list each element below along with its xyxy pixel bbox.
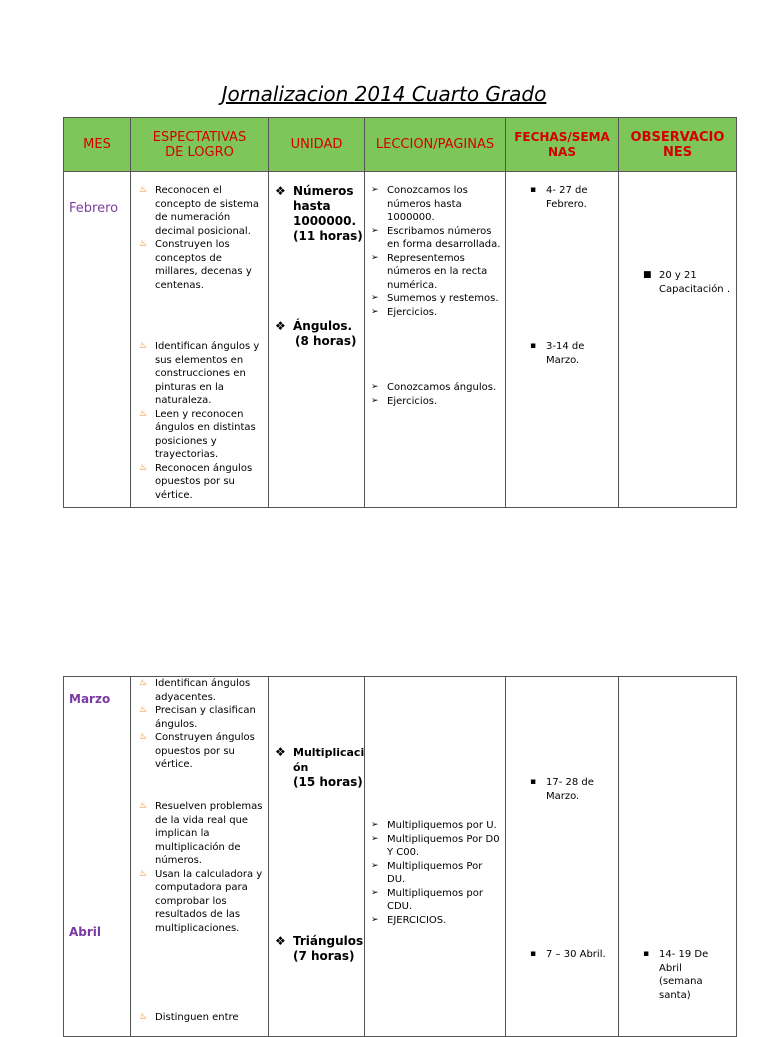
expectations-list-c (135, 1011, 263, 1025)
arrow-bullet-icon: ➢ (371, 382, 379, 392)
arrow-bullet-icon: ➢ (371, 395, 379, 406)
list-item: ➢ Escribamos números en forma desarrollada. (371, 225, 501, 250)
flame-bullet-icon: ♨ (139, 341, 148, 351)
flame-bullet-icon: ♨ (139, 705, 148, 715)
list-item: ♨ Leen y reconocen ángulos en distintas posiciones y trayectorias. (139, 408, 256, 460)
arrow-bullet-icon: ➢ (371, 887, 379, 898)
expectations-list-b (135, 340, 263, 502)
expectations-list-b (135, 800, 263, 935)
arrow-bullet-icon: ➢ (371, 820, 379, 830)
lessons-list (367, 819, 502, 927)
date-item-2: ▪ 3-14 de Marzo. (530, 341, 585, 366)
unit-angulos: ❖ Ángulos. (8 horas) (275, 319, 357, 348)
lessons-cell (365, 677, 506, 1037)
diamond-bullet-icon: ❖ (275, 745, 286, 759)
list-item: ➢ Ejercicios. (371, 306, 438, 318)
dates-cell (506, 172, 619, 508)
flame-bullet-icon: ♨ (139, 239, 148, 249)
arrow-bullet-icon: ➢ (371, 293, 379, 303)
list-item: ➢ Sumemos y restemos. (371, 293, 499, 304)
arrow-bullet-icon: ➢ (371, 185, 379, 195)
arrow-bullet-icon: ➢ (371, 914, 379, 925)
unit-triangulos: ❖ Triángulos (7 horas) (275, 934, 364, 963)
lessons-list-b (367, 381, 502, 408)
date-item-1: ▪ 17- 28 de Marzo. (530, 777, 594, 802)
dates-cell (506, 677, 619, 1037)
square-bullet-icon: ▪ (530, 949, 537, 959)
arrow-bullet-icon: ➢ (371, 306, 379, 317)
list-item: ➢ Ejercicios. (371, 395, 438, 407)
flame-bullet-icon: ♨ (139, 678, 148, 688)
lessons-list-a (367, 184, 502, 319)
date-item-1: ▪ 4- 27 de Febrero. (530, 185, 588, 210)
schedule-table-1 (63, 117, 737, 508)
flame-bullet-icon: ♨ (139, 408, 148, 419)
list-item: ♨ Identifican ángulos adyacentes. (139, 678, 251, 703)
lessons-cell (365, 172, 506, 508)
month-cell (64, 172, 131, 508)
header-unidad: UNIDAD (269, 118, 365, 172)
month-label-marzo: Marzo (69, 692, 111, 706)
month-cell (64, 677, 131, 1037)
observation-item: ■ 20 y 21 Capacitación . (643, 270, 731, 295)
flame-bullet-icon: ♨ (139, 185, 148, 195)
square-bullet-icon: ■ (643, 270, 652, 280)
unit-cell (269, 677, 365, 1037)
diamond-bullet-icon: ❖ (275, 934, 286, 948)
list-item: ♨ Precisan y clasifican ángulos. (139, 705, 256, 730)
list-item: ♨ Reconocen ángulos opuestos por su vértice. (139, 462, 253, 501)
schedule-table-2 (63, 676, 737, 1037)
square-bullet-icon: ▪ (643, 949, 650, 959)
flame-bullet-icon: ♨ (139, 732, 148, 742)
unit-multiplicacion: ❖ Multiplicación (15 horas) (275, 745, 365, 789)
diamond-bullet-icon: ❖ (275, 184, 286, 198)
header-observaciones: OBSERVACIONES (619, 118, 737, 172)
header-expectativas: ESPECTATIVAS DE LOGRO (131, 118, 269, 172)
list-item: ➢ Conozcamos ángulos. (371, 382, 497, 393)
list-item: ♨ Identifican ángulos y sus elementos en construcciones en pinturas en la naturaleza. (139, 341, 260, 406)
observations-cell (619, 677, 737, 1037)
arrow-bullet-icon: ➢ (371, 225, 379, 236)
date-item-2: ▪ 7 – 30 Abril. (530, 949, 606, 960)
list-item: ➢ Representemos números en la recta numérica. (371, 252, 488, 291)
list-item: ➢ Multipliquemos por U. (371, 820, 497, 831)
list-item: ➢ Multipliquemos por CDU. (371, 887, 484, 912)
unit-cell (269, 172, 365, 508)
list-item: ➢ EJERCICIOS. (371, 914, 447, 926)
observations-cell (619, 172, 737, 508)
unit-numeros: ❖ Números hasta 1000000. (11 horas) (275, 184, 363, 243)
square-bullet-icon: ▪ (530, 341, 537, 351)
list-item: ♨ Reconocen el concepto de sistema de numeración decimal posicional. (139, 185, 259, 237)
list-item: ♨ Construyen ángulos opuestos por su vértice. (139, 732, 255, 770)
flame-bullet-icon: ♨ (139, 1012, 148, 1022)
diamond-bullet-icon: ❖ (275, 319, 286, 333)
arrow-bullet-icon: ➢ (371, 833, 379, 844)
month-label-abril: Abril (69, 925, 102, 939)
month-label: Febrero (69, 201, 119, 216)
page-title: Jornalizacion 2014 Cuarto Grado (221, 82, 547, 106)
expectations-cell (131, 677, 269, 1037)
list-item: ♨ Resuelven problemas de la vida real que implican la multiplicación de números. (139, 801, 263, 866)
square-bullet-icon: ▪ (530, 777, 537, 787)
flame-bullet-icon: ♨ (139, 801, 148, 811)
list-item: ♨ Usan la calculadora y computadora para comprobar los resultados de las multiplicaciones. (139, 868, 263, 934)
list-item: ➢ Conozcamos los números hasta 1000000. (371, 185, 468, 223)
flame-bullet-icon: ♨ (139, 868, 148, 879)
list-item: ♨ Distinguen entre (139, 1012, 239, 1023)
observation-item: ▪ 14- 19 De Abril (semana santa) (643, 949, 709, 1001)
list-item: ♨ Construyen los conceptos de millares, decenas y centenas. (139, 239, 252, 291)
expectations-cell (131, 172, 269, 508)
square-bullet-icon: ▪ (530, 185, 537, 195)
flame-bullet-icon: ♨ (139, 462, 148, 473)
header-mes: MES (64, 118, 131, 172)
arrow-bullet-icon: ➢ (371, 252, 379, 263)
expectations-list-a (135, 184, 263, 292)
list-item: ➢ Multipliquemos Por D0 Y C00. (371, 833, 500, 858)
header-fechas: FECHAS/SEMANAS (506, 118, 619, 172)
arrow-bullet-icon: ➢ (371, 860, 379, 871)
list-item: ➢ Multipliquemos Por DU. (371, 860, 483, 885)
header-leccion: LECCION/PAGINAS (365, 118, 506, 172)
expectations-list-a (135, 677, 263, 772)
